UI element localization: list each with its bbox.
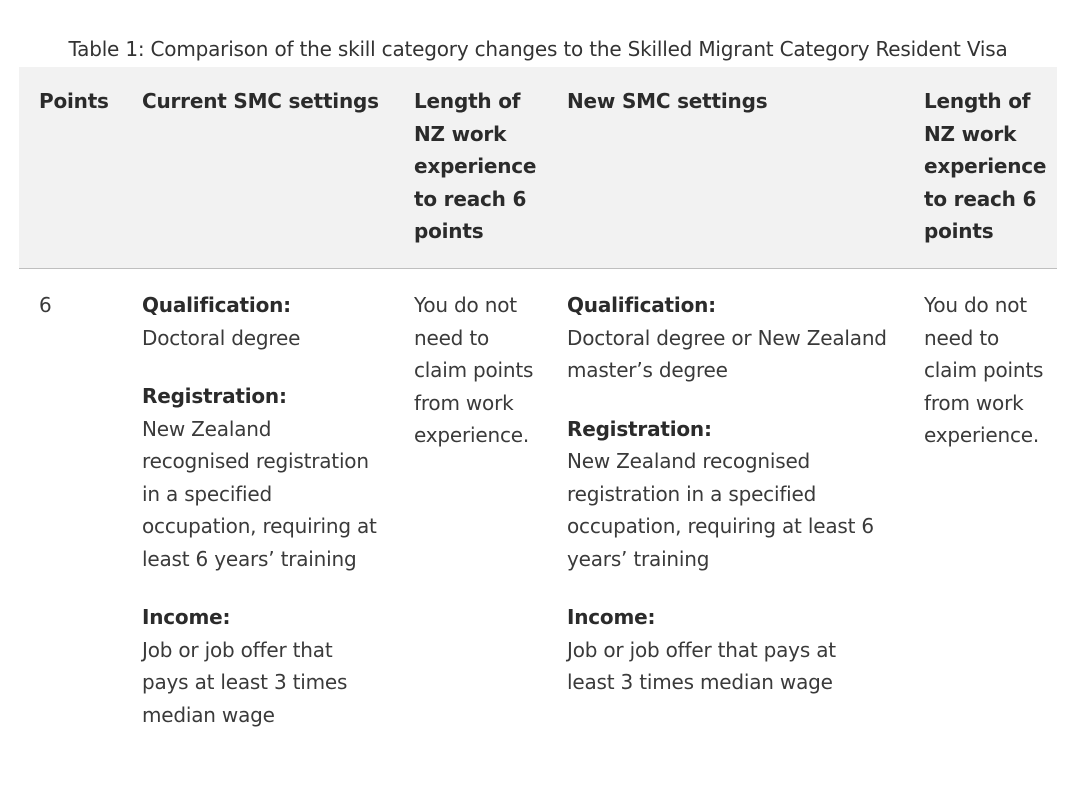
cell-length-current: You do not need to claim points from work experience. xyxy=(414,293,534,447)
new-registration-block xyxy=(567,413,887,576)
new-registration-text: New Zealand recognised registration in a specified occupation, requiring at least 6 years’ training xyxy=(567,449,874,571)
table-caption: Table 1: Comparison of the skill category changes to the Skilled Migrant Category Resident Visa xyxy=(68,37,1008,61)
header-length-new: Length of NZ work experience to reach 6 points xyxy=(924,89,1047,243)
new-income-block xyxy=(567,601,887,699)
cell-points: 6 xyxy=(39,293,52,317)
new-qualification-label: Qualification: xyxy=(567,293,716,317)
current-income-label: Income: xyxy=(142,605,231,629)
current-registration-label: Registration: xyxy=(142,384,287,408)
header-points: Points xyxy=(39,89,109,113)
header-new-smc-settings: New SMC settings xyxy=(567,89,768,113)
current-qualification-label: Qualification: xyxy=(142,293,291,317)
new-qualification-text: Doctoral degree or New Zealand master’s degree xyxy=(567,325,887,382)
new-qualification-block xyxy=(567,289,887,387)
current-income-block xyxy=(142,601,378,731)
current-qualification-text: Doctoral degree xyxy=(142,325,301,350)
cell-new-smc-settings xyxy=(567,289,887,699)
current-qualification-block xyxy=(142,289,378,354)
cell-length-new: You do not need to claim points from work experience. xyxy=(924,293,1044,447)
current-registration-block xyxy=(142,380,378,575)
new-income-text: Job or job offer that pays at least 3 times median wage xyxy=(567,637,836,694)
header-length-current: Length of NZ work experience to reach 6 points xyxy=(414,89,537,243)
header-current-smc-settings: Current SMC settings xyxy=(142,89,379,113)
cell-current-smc-settings xyxy=(142,289,378,731)
new-income-label: Income: xyxy=(567,605,656,629)
current-registration-text: New Zealand recognised registration in a specified occupation, requiring at least 6 years’ training xyxy=(142,416,377,571)
new-registration-label: Registration: xyxy=(567,416,712,441)
current-income-text: Job or job offer that pays at least 3 times median wage xyxy=(142,637,348,727)
